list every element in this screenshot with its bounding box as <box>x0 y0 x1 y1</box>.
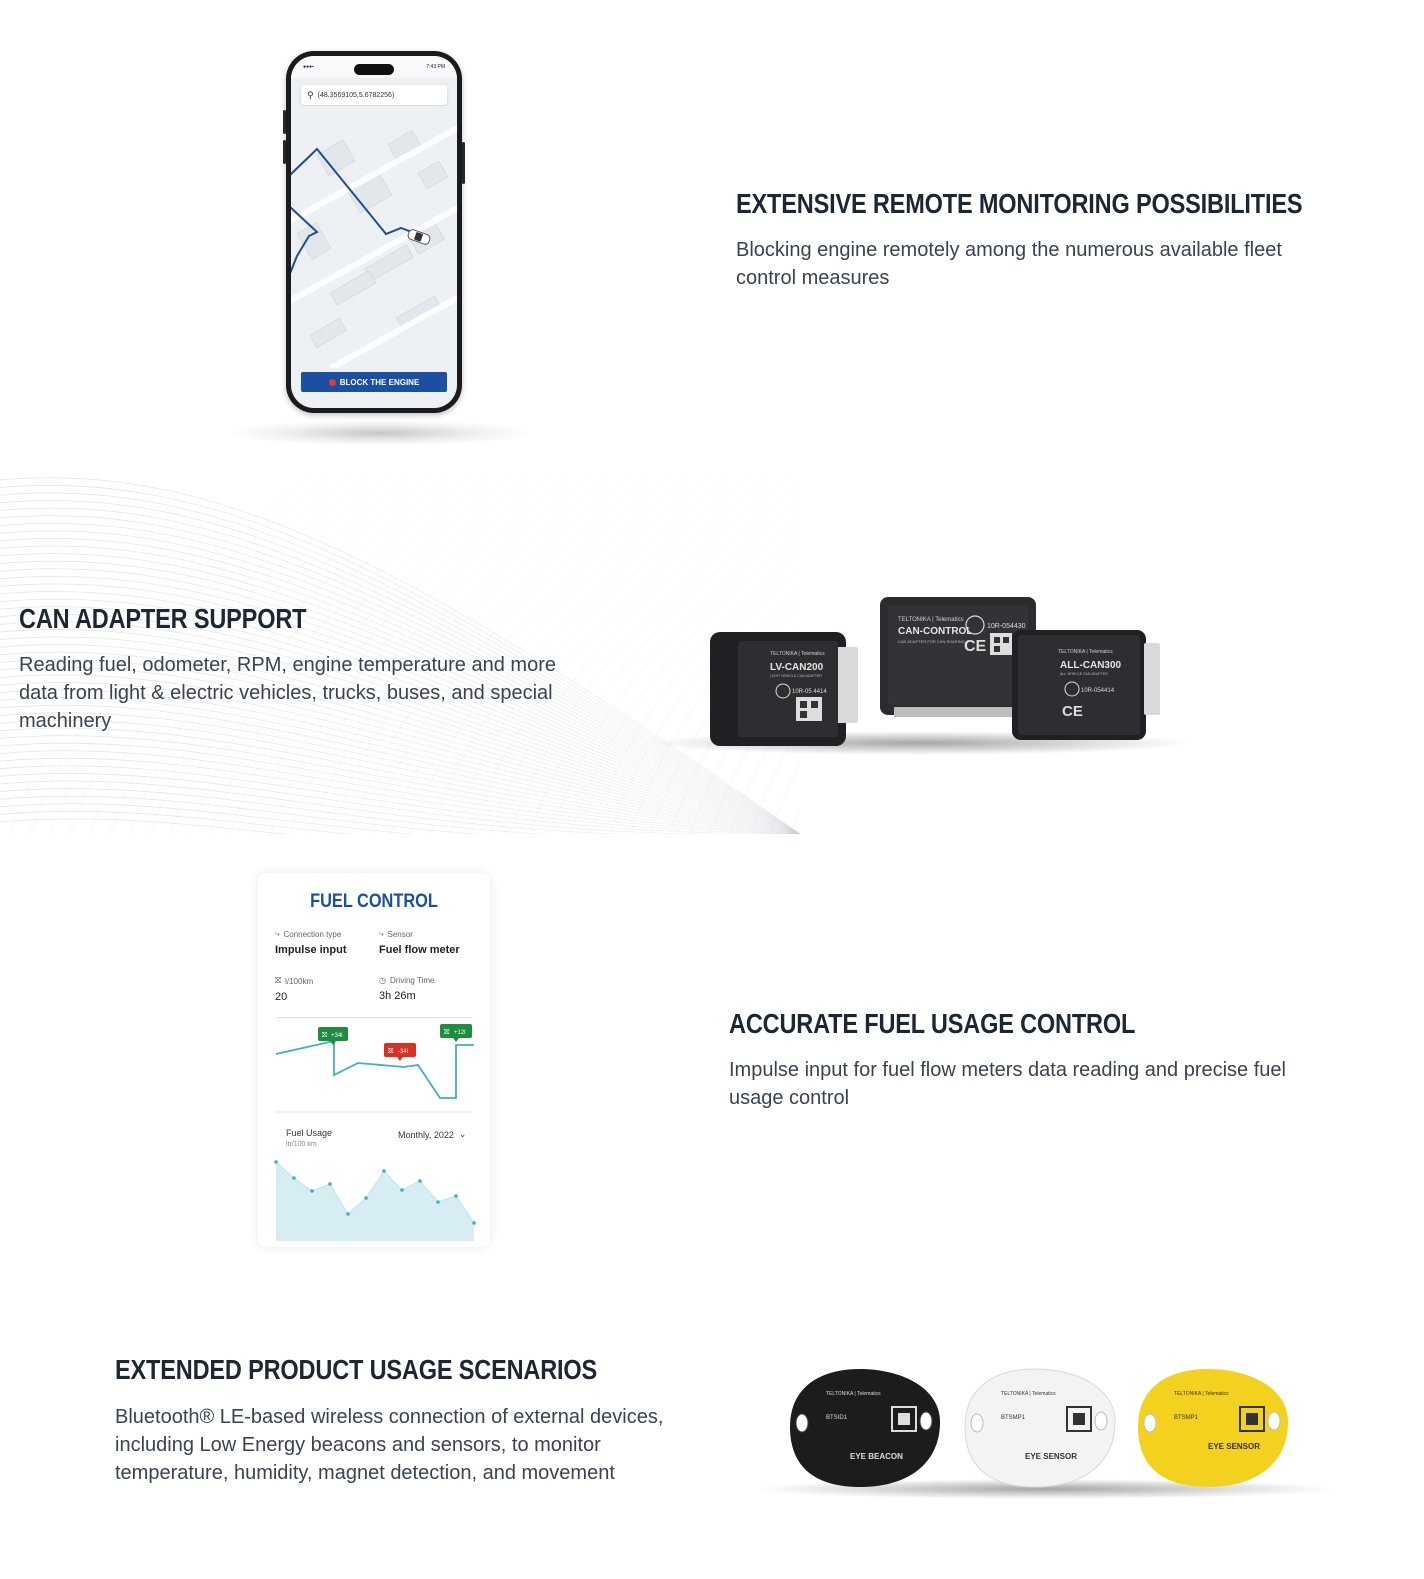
usage-point <box>400 1188 404 1192</box>
block-engine-button[interactable] <box>301 372 447 392</box>
svg-text:CE: CE <box>964 638 987 655</box>
usage-point <box>436 1200 440 1204</box>
section-heading-fuel-control: ACCURATE FUEL USAGE CONTROL <box>729 1008 1136 1039</box>
beacon-brand: TELTONIKA | Telematics <box>1174 1391 1229 1397</box>
brand-label: TELTONIKA | Telematics <box>770 651 825 657</box>
fuel-control-card <box>258 873 490 1247</box>
fuel-usage-unit: ltr/100 km <box>286 1141 317 1148</box>
beacon-model: BTSMP1 <box>1174 1415 1199 1421</box>
block-engine-label: BLOCK THE ENGINE <box>339 377 420 387</box>
link-icon: ⤷ <box>379 929 384 938</box>
event-label: -34l <box>398 1049 409 1055</box>
sensor-label: Sensor <box>387 929 413 939</box>
lv-can200-device <box>710 632 858 746</box>
connection-type-value: Impulse input <box>275 944 347 956</box>
cert-label: 10R-054414 <box>1081 688 1115 694</box>
brand-label: TELTONIKA | Telematics <box>898 617 964 623</box>
status-time: 7:43 PM <box>426 64 445 70</box>
beacon-brand: TELTONIKA | Telematics <box>1001 1391 1056 1397</box>
fuel-level-chart <box>258 873 490 1247</box>
connection-type-label: Connection type <box>283 929 342 939</box>
coordinates-text: (48.3569105,5.6782256) <box>317 91 395 99</box>
section-heading-can-adapter: CAN ADAPTER SUPPORT <box>19 603 307 634</box>
usage-point <box>274 1160 278 1164</box>
model-label: CAN-CONTROL <box>898 626 973 637</box>
beacon-name: EYE SENSOR <box>1025 1452 1078 1461</box>
phone-shadow <box>230 420 530 446</box>
section-description-extended-usage: Bluetooth® LE-based wireless connection of external devices, including Low Energy beacons and sensors, to monitor temperature, humidity, magnet detection, and movement <box>115 1406 664 1484</box>
refuel-tag <box>440 1024 472 1042</box>
cert-label: 10R-05 4414 <box>792 689 827 695</box>
bluetooth-beacons-image <box>745 1355 1335 1515</box>
usage-point <box>454 1194 458 1198</box>
usage-point <box>346 1212 350 1216</box>
signal-icon: ●●●▪ <box>303 64 314 70</box>
stop-icon <box>329 379 336 386</box>
usage-point <box>292 1176 296 1180</box>
section-heading-remote-monitoring: EXTENSIVE REMOTE MONITORING POSSIBILITIES <box>736 188 1303 219</box>
subtitle-label: CAN ADAPTER FOR CAN SHARING <box>898 639 965 644</box>
phone-screen <box>291 56 457 408</box>
driving-time-label: Driving Time <box>389 976 435 985</box>
can-adapters-image <box>650 585 1210 755</box>
usage-point <box>364 1196 368 1200</box>
section-description-remote-monitoring: Blocking engine remotely among the numerous available fleet control measures <box>736 239 1282 289</box>
event-label: +12l <box>454 1030 466 1036</box>
link-icon: ⤷ <box>275 929 280 938</box>
beacon-name: EYE BEACON <box>850 1452 903 1461</box>
period-value: Monthly, 2022 <box>398 1129 454 1140</box>
event-label: +34l <box>331 1033 343 1039</box>
model-label: LV-CAN200 <box>770 662 824 673</box>
model-label: ALL-CAN300 <box>1060 660 1122 671</box>
subtitle-label: LIGHT VEHICLE CAN ADAPTER <box>770 674 822 678</box>
consumption-label: l/100km <box>285 976 314 986</box>
driving-time-value: 3h 26m <box>379 990 416 1002</box>
clock-icon: ◷ <box>379 976 386 985</box>
svg-text:⛝: ⛝ <box>388 1048 394 1055</box>
section-description-can-adapter: Reading fuel, odometer, RPM, engine temperature and more data from light & electric vehicles, trucks, buses, and special machinery <box>19 654 556 732</box>
consumption-value: 20 <box>275 991 288 1003</box>
period-dropdown[interactable] <box>398 1129 466 1140</box>
beacon-device <box>965 1369 1115 1487</box>
fuel-card-title: FUEL CONTROL <box>310 891 438 912</box>
sensor-value: Fuel flow meter <box>379 944 460 956</box>
phone-power-button <box>462 142 465 184</box>
section-heading-extended-usage: EXTENDED PRODUCT USAGE SCENARIOS <box>115 1354 598 1385</box>
svg-text:⛝: ⛝ <box>322 1032 328 1039</box>
drain-tag <box>384 1043 416 1061</box>
all-can300-device <box>1012 630 1160 740</box>
beacon-device <box>790 1369 940 1487</box>
svg-text:⛝: ⛝ <box>444 1029 450 1036</box>
usage-point <box>328 1182 332 1186</box>
brand-label: TELTONIKA | Telematics <box>1058 649 1113 655</box>
usage-point <box>310 1189 314 1193</box>
beacon-device <box>1138 1369 1288 1487</box>
fuel-usage-label: Fuel Usage <box>286 1128 333 1138</box>
refuel-tag <box>318 1027 348 1045</box>
svg-text:CE: CE <box>1062 703 1083 720</box>
subtitle-label: ALL VEHICLE CAN ADAPTER <box>1060 672 1108 676</box>
fuel-pump-icon: ⛝ <box>275 976 282 985</box>
usage-point <box>472 1221 476 1225</box>
cert-label: 10R-054430 <box>987 623 1026 630</box>
beacon-model: BTSMP1 <box>1001 1415 1026 1421</box>
coordinates-search-bar[interactable] <box>301 85 447 105</box>
beacon-name: EYE SENSOR <box>1208 1442 1261 1451</box>
phone-notch <box>354 64 394 75</box>
chevron-down-icon: ⌄ <box>458 1129 467 1139</box>
section-description-fuel-control: Impulse input for fuel flow meters data reading and precise fuel usage control <box>729 1059 1286 1109</box>
beacon-brand: TELTONIKA | Telematics <box>826 1391 881 1397</box>
beacon-model: BTSID1 <box>826 1415 848 1421</box>
usage-point <box>418 1179 422 1183</box>
map-view[interactable] <box>291 106 457 368</box>
usage-point <box>382 1169 386 1173</box>
phone-mockup <box>286 51 462 413</box>
location-pin-icon: ⚲ <box>307 89 314 100</box>
